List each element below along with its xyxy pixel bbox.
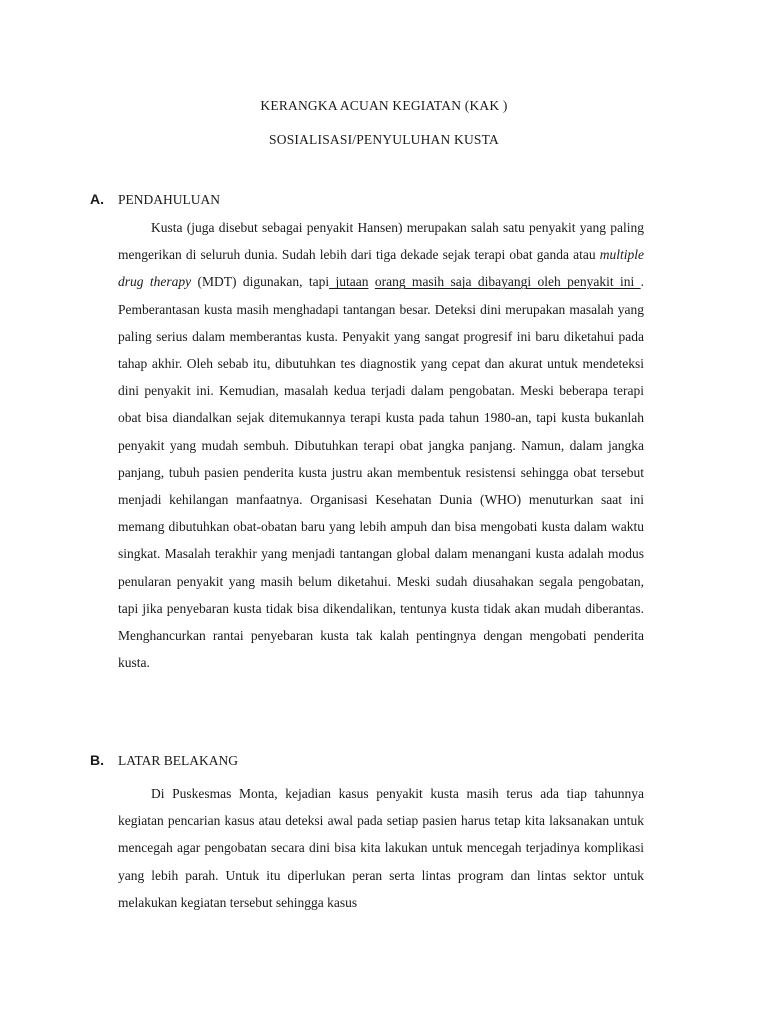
paragraph-text: (MDT) digunakan, tapi (191, 274, 330, 290)
italic-term: multiple drug therapy (118, 247, 644, 290)
section-a-heading (90, 191, 220, 208)
document-subtitle: SOSIALISASI/PENYULUHAN KUSTA (269, 132, 499, 147)
document-title: KERANGKA ACUAN KEGIATAN (KAK ) (260, 98, 508, 113)
paragraph-text: . Pemberantasan kusta masih menghadapi tantangan besar. Deteksi dini merupakan masalah yang paling serius dalam memberantas kusta. Penyakit yang sangat progresif ini baru diketahui pada tahap akhir. Oleh sebab itu, dibutuhkan tes diagnostik yang cepat dan akurat untuk mendeteksi dini penyakit ini. Kemudian, masalah kedua terjadi dalam pengobatan. Meski beberapa terapi obat bisa diandalkan sejak ditemukannya terapi kusta pada tahun 1980-an, tapi kusta bukanlah penyakit yang mudah sembuh. Dibutuhkan terapi obat jangka panjang. Namun, dalam jangka panjang, tubuh pasien penderita kusta justru akan membentuk resistensi sehingga obat tersebut menjadi kehilangan manfaatnya. Organisasi Kesehatan Dunia (WHO) menuturkan saat ini memang dibutuhkan obat-obatan baru yang lebih ampuh dan bisa mengobati kusta dalam waktu singkat. Masalah terakhir yang menjadi tantangan global dalam menangani kusta adalah modus penularan penyakit yang masih belum diketahui. Meski sudah diusahakan segala pengobatan, tapi jika penyebaran kusta tidak bisa dikendalikan, tentunya kusta tidak akan mudah diberantas. Menghancurkan rantai penyebaran kusta tak kalah pentingnya dengan mengobati penderita kusta. (118, 274, 644, 671)
section-a-letter: A. (90, 191, 104, 207)
underlined-text: orang masih saja dibayangi oleh penyakit ini (374, 274, 641, 290)
section-b-letter: B. (90, 752, 104, 768)
section-b-heading (90, 752, 238, 769)
section-b-paragraph (118, 780, 644, 916)
paragraph-text: Di Puskesmas Monta, kejadian kasus penyakit kusta masih terus ada tiap tahunnya kegiatan pencarian kasus atau deteksi awal pada setiap pasien harus tetap kita laksanakan untuk mencegah agar pengobatan secara dini bisa kita lakukan untuk mencegah terjadinya komplikasi yang lebih parah. Untuk itu diperlukan peran serta lintas program dan lintas sektor untuk melakukan kegiatan tersebut sehingga kasus (118, 786, 644, 910)
section-a-title: PENDAHULUAN (118, 192, 220, 207)
paragraph-text: Kusta (juga disebut sebagai penyakit Hansen) merupakan salah satu penyakit yang paling mengerikan di seluruh dunia. Sudah lebih dari tiga dekade sejak terapi obat ganda atau (118, 220, 644, 263)
section-a-paragraph (118, 214, 644, 676)
section-b-title: LATAR BELAKANG (118, 753, 239, 768)
underlined-text: jutaan (329, 274, 369, 290)
